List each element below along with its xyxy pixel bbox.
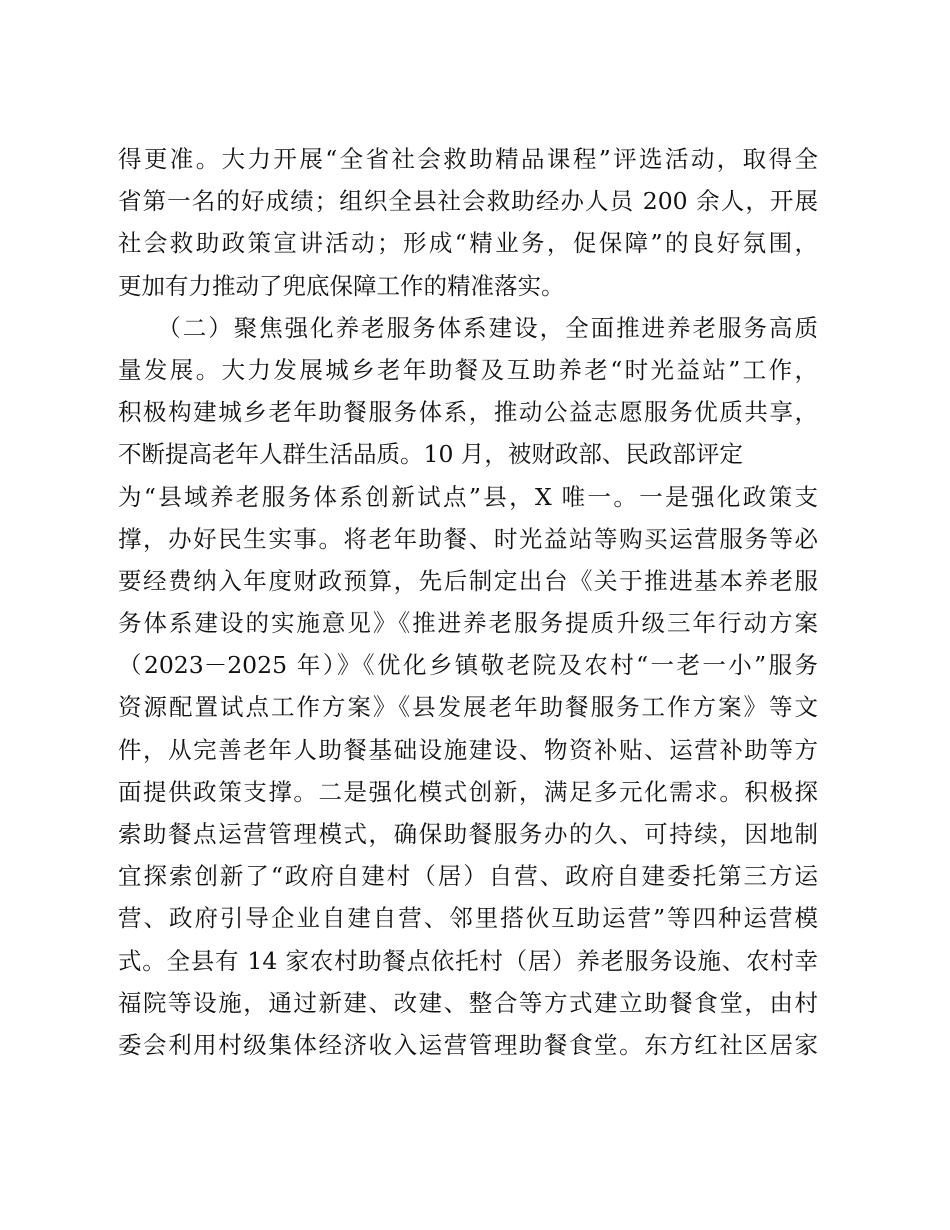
text-line: 福院等设施，通过新建、改建、整合等方式建立助餐食堂，由村 bbox=[118, 988, 818, 1017]
text-line: 省第一名的好成绩；组织全县社会救助经办人员 200 余人，开展 bbox=[118, 187, 818, 216]
text-line: 式。全县有 14 家农村助餐点依托村（居）养老服务设施、农村幸 bbox=[118, 946, 818, 975]
text-line: 委会利用村级集体经济收入运营管理助餐食堂。东方红社区居家 bbox=[118, 1030, 818, 1059]
text-line: 社会救助政策宣讲活动；形成“精业务，促保障”的良好氛围， bbox=[118, 229, 818, 258]
text-line: 宜探索创新了“政府自建村（居）自营、政府自建委托第三方运 bbox=[118, 862, 818, 891]
text-line: 量发展。大力发展城乡老年助餐及互助养老“时光益站”工作， bbox=[118, 355, 818, 384]
text-line: 更加有力推动了兜底保障工作的精准落实。 bbox=[118, 271, 565, 300]
text-line: （二）聚焦强化养老服务体系建设，全面推进养老服务高质 bbox=[118, 313, 818, 342]
text-line: 积极构建城乡老年助餐服务体系，推动公益志愿服务优质共享， bbox=[118, 398, 818, 427]
text-line: 为“县域养老服务体系创新试点”县，X 唯一。一是强化政策支 bbox=[118, 482, 818, 511]
text-line: 要经费纳入年度财政预算，先后制定出台《关于推进基本养老服 bbox=[118, 566, 818, 595]
text-line: 不断提高老年人群生活品质。10 月，被财政部、民政部评定 bbox=[118, 440, 743, 469]
text-line: 得更准。大力开展“全省社会救助精品课程”评选活动，取得全 bbox=[118, 145, 818, 173]
body-text bbox=[118, 138, 818, 1066]
text-line: 营、政府引导企业自建自营、邻里搭伙互助运营”等四种运营模 bbox=[118, 904, 818, 933]
text-line: 务体系建设的实施意见》《推进养老服务提质升级三年行动方案 bbox=[118, 609, 818, 638]
text-line: 资源配置试点工作方案》《县发展老年助餐服务工作方案》等文 bbox=[118, 693, 818, 722]
text-line: 面提供政策支撑。二是强化模式创新，满足多元化需求。积极探 bbox=[118, 777, 818, 806]
text-line: 件，从完善老年人助餐基础设施建设、物资补贴、运营补助等方 bbox=[118, 735, 818, 764]
text-line: 撑，办好民生实事。将老年助餐、时光益站等购买运营服务等必 bbox=[118, 524, 818, 553]
text-line: （2023－2025 年）》《优化乡镇敬老院及农村“一老一小”服务 bbox=[118, 651, 818, 680]
text-line: 索助餐点运营管理模式，确保助餐服务办的久、可持续，因地制 bbox=[118, 820, 818, 848]
